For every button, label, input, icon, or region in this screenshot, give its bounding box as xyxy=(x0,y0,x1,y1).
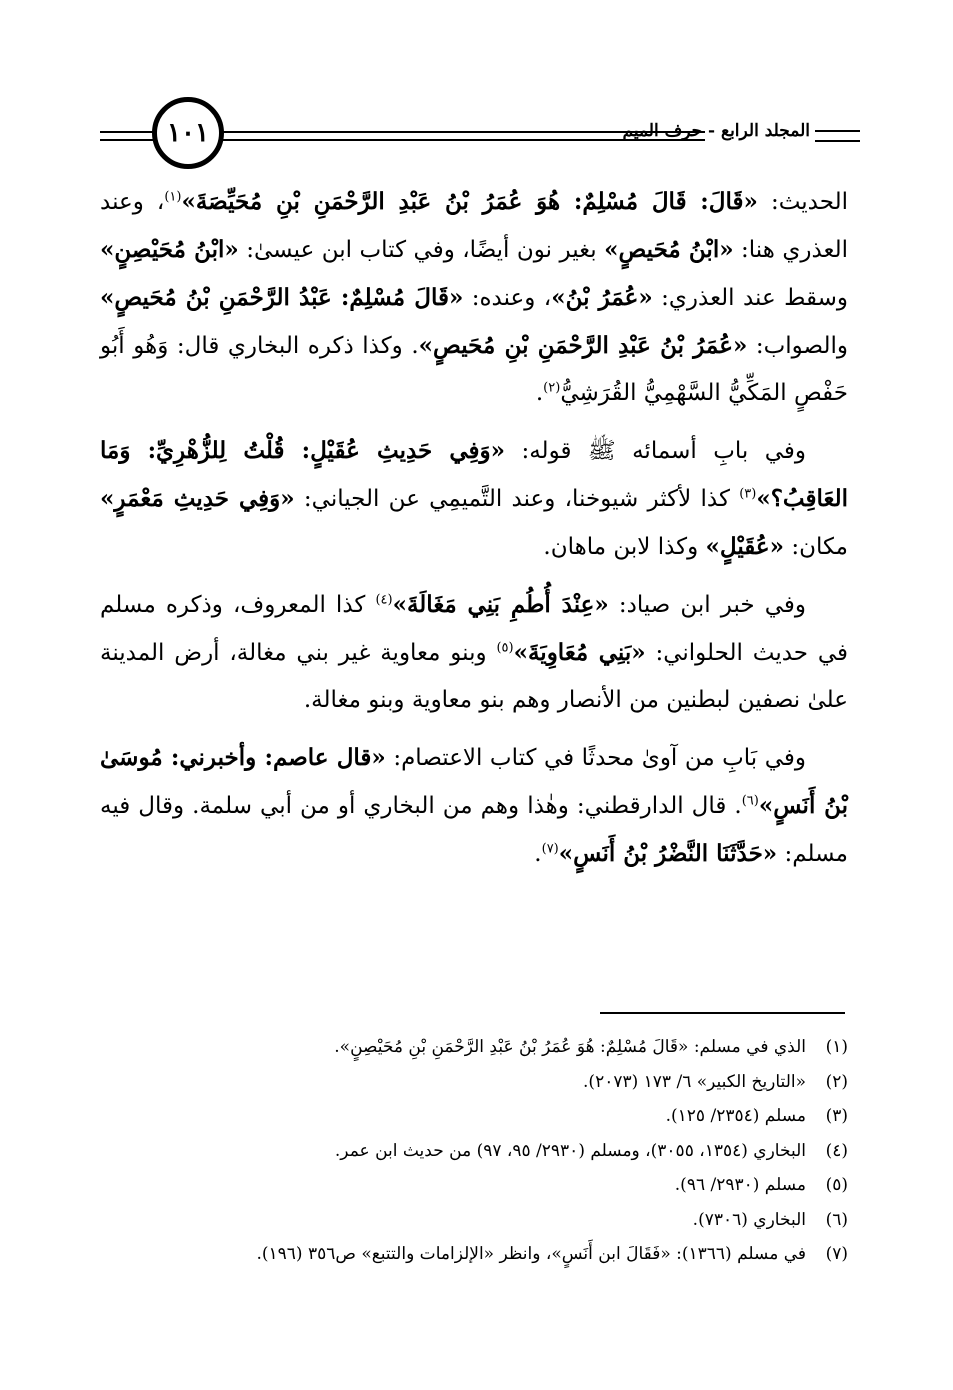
footnote-text: في مسلم (١٣٦٦): «فَقَالَ ابن أَنَسٍ»، وانظر «الإلزامات والتتبع» ص٣٥٦ (١٩٦). xyxy=(256,1244,806,1264)
footnote-text: «التاريخ الكبير» ٦/ ١٧٣ (٢٠٧٣). xyxy=(583,1071,806,1092)
text-run: . xyxy=(534,841,542,867)
page-number: ١٠١ xyxy=(167,118,209,148)
body-paragraph xyxy=(100,178,848,417)
text-run: وفي بابِ أسمائه ﷺ قوله: xyxy=(505,438,806,464)
text-run: وفي خبر ابن صياد: xyxy=(608,592,806,618)
text-run: . قال الدارقطني: وهٰذا وهم من البخاري أو من أبي سلمة. وقال فيه مسلم: xyxy=(100,793,848,867)
main-text xyxy=(100,178,848,888)
footnote-number: (٣) xyxy=(825,1106,848,1126)
text-run: . وكذا ذكره البخاري قال: وَهُو أَبُو حَفْصٍ المَكِّيُّ السَّهْمِيُّ القُرَشِيُّ xyxy=(100,333,848,406)
footnote-item xyxy=(100,1065,848,1100)
text-run: وفي بَابِ من آوىٰ محدثًا في كتاب الاعتصام: xyxy=(385,745,806,771)
quoted-text: «قال عاصم: وأخبرني: مُوسَىٰ بْنُ أَنَسٍ» xyxy=(100,744,848,819)
text-run: ، وعند العذري هنا: xyxy=(100,189,849,263)
footnote-text: الذي في مسلم: «قَالَ مُسْلِمٌ: هُوَ عُمَرُ بْنُ عَبْدِ الرَّحْمَنِ بْنِ مُحَيْصِنٍ». xyxy=(334,1037,806,1057)
body-paragraph xyxy=(100,581,848,724)
body-paragraph xyxy=(100,734,848,878)
text-run: وبنو معاوية غير بني مغالة، أرض المدينة علىٰ نصفين لبطنين من الأنصار وهم بنو معاوية وبنو مغالة. xyxy=(100,640,848,713)
text-run: مكان: xyxy=(784,534,848,560)
page-number-badge xyxy=(152,97,224,169)
text-run: كذا المعروف، وذكره مسلم في حديث الحلواني: xyxy=(100,592,848,666)
footnote-marker: (٤) xyxy=(375,592,393,608)
footnote-number: (٦) xyxy=(825,1209,848,1230)
quoted-text: «عُقَيْلٍ» xyxy=(705,533,785,560)
text-run: كذا لأكثر شيوخنا، وعند التَّميمِي عن الجياني: xyxy=(294,486,740,512)
quoted-text: «قَالَ: قَالَ مُسْلِمٌ: هُوَ عُمَرُ بْنُ عَبْدِ الرَّحْمَنِ بْنِ مُحَيِّصَةَ» xyxy=(181,188,758,215)
footnote-marker: (٧) xyxy=(541,841,559,857)
footnote-marker: (٣) xyxy=(739,486,757,502)
footnote-marker: (٦) xyxy=(741,793,759,809)
footnote-number: (٢) xyxy=(825,1071,848,1092)
quoted-text: «وَفِي حَدِيثِ عُقَيْلٍ: قُلْتُ لِلزُّهْرِيِّ: وَمَا العَاقِبُ؟» xyxy=(100,437,849,512)
page-header xyxy=(100,95,860,175)
quoted-text: «ابْنُ مُحَيْصِنٍ» xyxy=(100,236,239,263)
footnote-number: (٧) xyxy=(825,1244,848,1264)
text-run: بغير نون أيضًا، وفي كتاب ابن عيسىٰ: xyxy=(238,237,605,263)
quoted-text: «عِنْدَ أُطُمِ بَنِي مَغَالَةَ» xyxy=(392,591,609,618)
footnote-number: (٤) xyxy=(825,1140,848,1161)
footnote-separator xyxy=(600,1012,845,1014)
quoted-text: «ابْنُ مُحَيصٍ» xyxy=(604,236,734,263)
quoted-text: «قَالَ مُسْلِمٌ: عَبْدُ الرَّحْمَنِ بْنُ مُحَيصٍ» xyxy=(100,284,464,311)
footnote-marker: (١) xyxy=(164,189,182,205)
quoted-text: «عُمَرُ بْنُ عَبْدِ الرَّحْمَنِ بْنِ مُحَيصٍ» xyxy=(418,332,748,359)
footnote-item xyxy=(100,1237,848,1272)
footnote-number: (١) xyxy=(825,1037,848,1057)
footnote-text: البخاري (١٣٥٤، ٣٠٥٥)، ومسلم (٢٩٣٠/ ٩٥، ٩٧) من حديث ابن عمر. xyxy=(334,1140,806,1161)
header-rule-left-lower xyxy=(100,139,155,141)
text-run: وكذا لابن ماهان. xyxy=(543,534,706,560)
footnote-item xyxy=(100,1168,848,1203)
footnote-item xyxy=(100,1134,848,1169)
footnote-marker: (٢) xyxy=(543,380,561,396)
footnote-item xyxy=(100,1099,848,1134)
text-run: ، وعنده: xyxy=(463,285,552,311)
quoted-text: «حَدَّثَنَا النَّضْرُ بْنُ أَنَسٍ» xyxy=(558,840,778,867)
text-run: الحديث: xyxy=(757,189,848,215)
footnote-text: مسلم (٢٣٥٤/ ١٢٥). xyxy=(665,1106,806,1126)
header-dashes xyxy=(815,130,860,142)
header-rule-left xyxy=(100,131,155,133)
body-paragraph xyxy=(100,427,848,571)
text-run: وسقط عند العذري: xyxy=(652,285,848,311)
quoted-text: «وَفِي حَدِيثِ مَعْمَرٍ» xyxy=(100,485,295,512)
footnote-item xyxy=(100,1203,848,1238)
footnote-marker: (٥) xyxy=(496,640,514,656)
footnote-text: مسلم (٢٩٣٠/ ٩٦). xyxy=(674,1175,806,1195)
footnotes xyxy=(100,1030,848,1272)
text-run: . xyxy=(535,380,544,406)
footnote-number: (٥) xyxy=(825,1175,848,1195)
text-run: والصواب: xyxy=(747,333,849,359)
running-title: المجلد الرابع - حرف الميم xyxy=(622,121,810,141)
quoted-text: «عُمَرُ بْنُ» xyxy=(551,284,653,311)
quoted-text: «بَنِي مُعَاوِيَةَ» xyxy=(513,639,646,666)
footnote-text: البخاري (٧٣٠٦). xyxy=(692,1209,806,1230)
footnote-item xyxy=(100,1030,848,1065)
